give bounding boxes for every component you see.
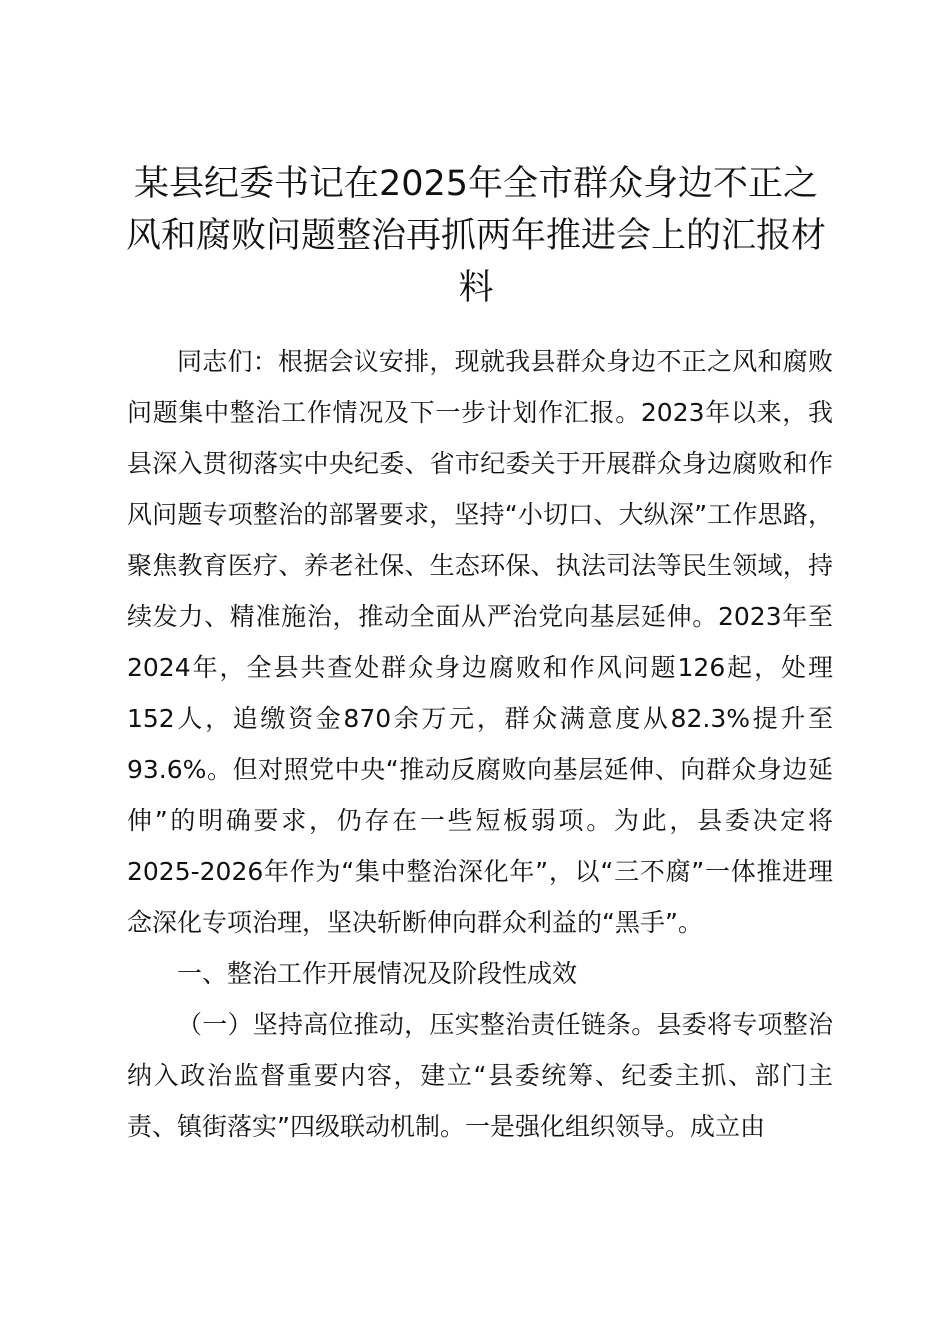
subsection-paragraph: （一）坚持高位推动，压实整治责任链条。县委将专项整治纳入政治监督重要内容，建立“县委统筹、纪委主抓、部门主责、镇街落实”四级联动机制。一是强化组织领导。成立由 [127,1010,833,1141]
intro-paragraph: 同志们：根据会议安排，现就我县群众身边不正之风和腐败问题集中整治工作情况及下一步计划作汇报。2023年以来，我县深入贯彻落实中央纪委、省市纪委关于开展群众身边腐败和作风问题专项整治的部署要求，坚持“小切口、大纵深”工作思路，聚焦教育医疗、养老社保、生态环保、执法司法等民生领域，持续发力、精准施治，推动全面从严治党向基层延伸。2023年至2024年，全县共查处群众身边腐败和作风问题126起，处理152人，追缴资金870余万元，群众满意度从82.3%提升至93.6%。但对照党中央“推动反腐败向基层延伸、向群众身边延伸”的明确要求，仍存在一些短板弱项。为此，县委决定将2025-2026年作为“集中整治深化年”，以“三不腐”一体推进理念深化专项治理，坚决斩断伸向群众利益的“黑手”。 [127,347,833,937]
document-title: 某县纪委书记在2025年全市群众身边不正之风和腐败问题整治再抓两年推进会上的汇报材料 [125,164,826,308]
document-body [127,336,833,1152]
section-heading: 一、整治工作开展情况及阶段性成效 [177,959,578,988]
